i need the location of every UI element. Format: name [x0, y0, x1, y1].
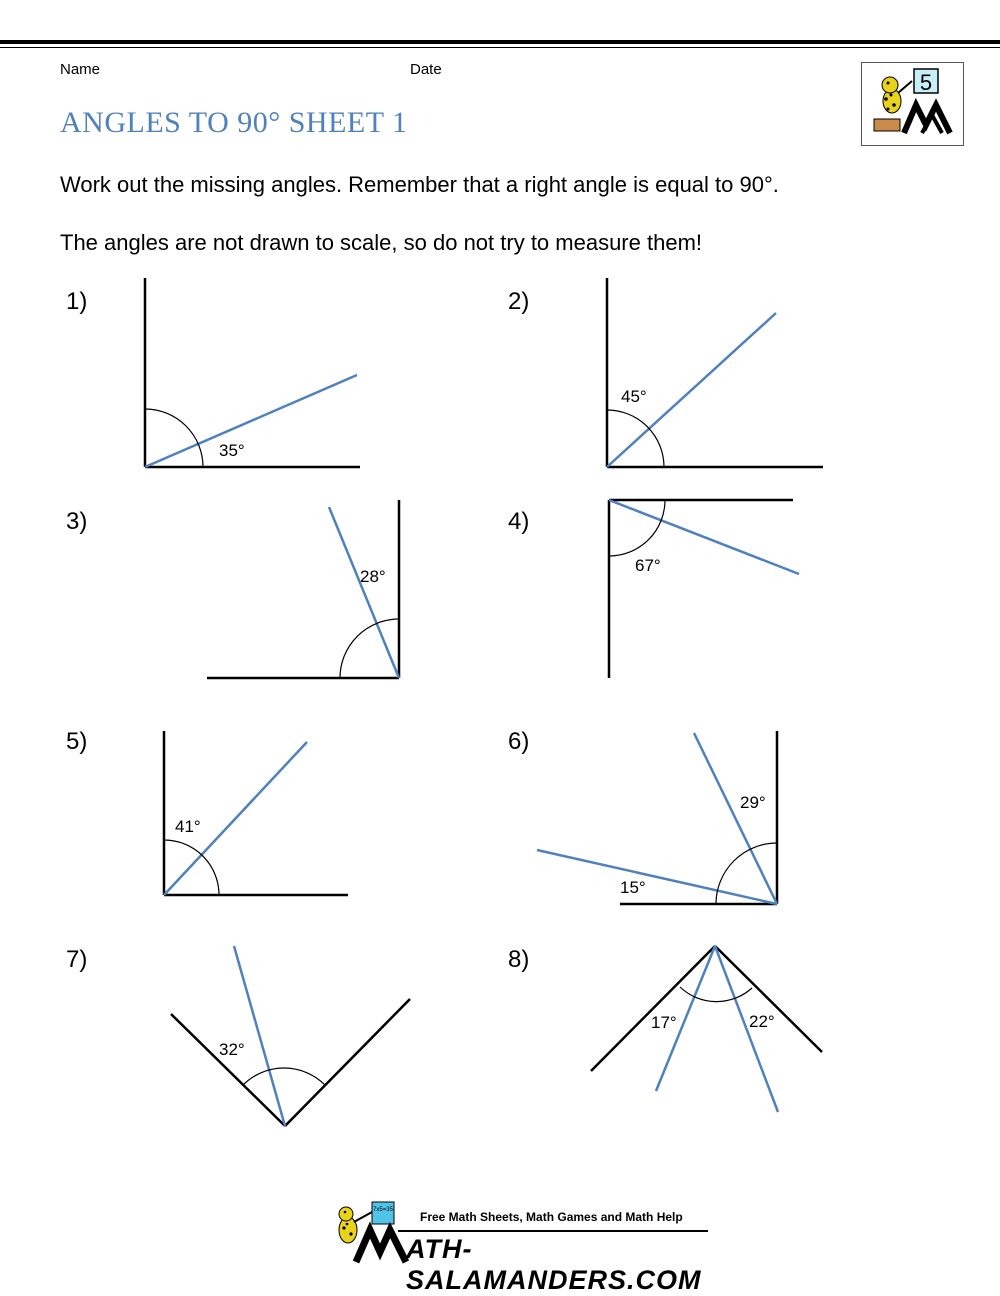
question-number-8: 8) [508, 946, 530, 973]
footer-salamander-icon [326, 1200, 416, 1270]
diagram-6 [537, 731, 777, 904]
diagram-3-angle-label: 28° [360, 567, 386, 586]
diagram-1-arc [145, 409, 203, 467]
diagram-2 [607, 278, 823, 467]
question-number-5: 5) [66, 728, 88, 755]
diagram-6-ray-2 [537, 850, 777, 904]
diagram-7 [171, 946, 410, 1126]
diagram-3 [207, 500, 399, 678]
diagram-7-right-arm [285, 999, 410, 1126]
question-number-7: 7) [66, 946, 88, 973]
diagram-6-angle-label-2: 15° [620, 878, 646, 897]
diagram-6-angle-label-1: 29° [740, 793, 766, 812]
diagram-6-ray-1 [694, 733, 777, 904]
diagram-5 [164, 731, 348, 895]
footer-card-text: 7x5=35 [373, 1207, 393, 1213]
footer-divider [398, 1230, 708, 1232]
diagram-4-angle-label: 67° [635, 556, 661, 575]
diagram-8-right-arm [715, 946, 822, 1052]
diagram-8-arc [680, 987, 752, 1002]
footer-tagline: Free Math Sheets, Math Games and Math Help [420, 1210, 683, 1224]
question-number-1: 1) [66, 288, 88, 315]
question-number-2: 2) [508, 288, 530, 315]
diagram-4 [609, 500, 799, 678]
diagram-7-angle-label: 32° [219, 1040, 245, 1059]
diagram-8-angle-label-2: 22° [749, 1012, 775, 1031]
diagram-3-arc [340, 619, 399, 678]
page-title: ANGLES TO 90° SHEET 1 [60, 106, 408, 139]
diagram-3-ray [329, 507, 399, 678]
diagram-8-left-arm [591, 946, 715, 1071]
diagram-1-angle-label: 35° [219, 441, 245, 460]
diagram-6-arc [716, 843, 777, 904]
diagram-2-angle-label: 45° [621, 387, 647, 406]
diagram-1 [145, 278, 360, 467]
grade-number: 5 [919, 70, 933, 95]
name-label: Name [60, 61, 101, 78]
diagram-7-ray [234, 946, 285, 1126]
diagram-8-angle-label-1: 17° [651, 1013, 677, 1032]
date-label: Date [410, 61, 442, 78]
diagram-8 [591, 946, 822, 1112]
question-number-6: 6) [508, 728, 530, 755]
instruction-2: The angles are not drawn to scale, so do not try to measure them! [60, 230, 703, 255]
diagram-7-arc [243, 1068, 325, 1085]
footer-brand [326, 1200, 716, 1295]
instruction-1: Work out the missing angles. Remember that a right angle is equal to 90°. [60, 172, 779, 197]
diagram-4-arc [609, 500, 665, 556]
question-number-3: 3) [66, 508, 88, 535]
footer-site-name: ATH-SALAMANDERS.COM [406, 1234, 702, 1295]
diagram-1-ray [145, 375, 357, 467]
diagram-5-angle-label: 41° [175, 817, 201, 836]
question-number-4: 4) [508, 508, 530, 535]
